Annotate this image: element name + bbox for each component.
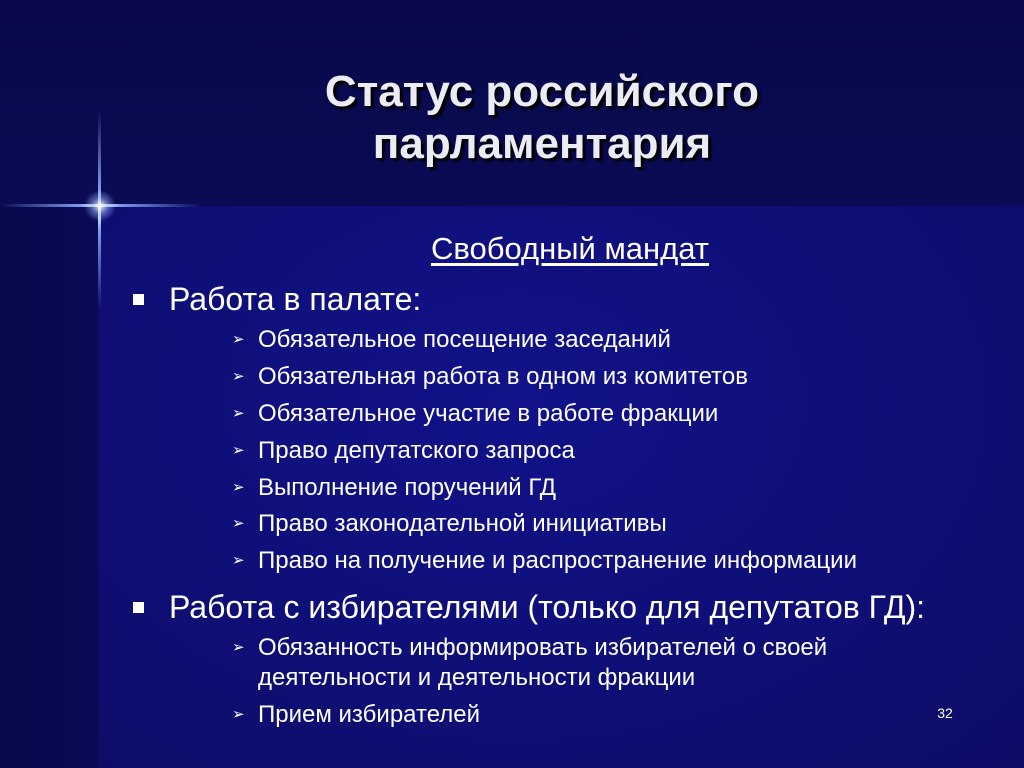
page-number: 32 <box>937 705 953 721</box>
arrow-bullet-icon: ➢ <box>232 442 245 459</box>
arrow-bullet-icon: ➢ <box>232 515 245 532</box>
list-item-text: Обязанность информировать избирателей о своей деятельности и деятельности фракции <box>258 634 828 691</box>
list-item-text: Выполнение поручений ГД <box>258 474 557 501</box>
list-item <box>232 509 667 539</box>
section-work-in-chamber <box>133 280 421 318</box>
slide-title <box>150 66 934 170</box>
title-line-2: парламентария <box>372 119 712 168</box>
list-item <box>232 362 748 392</box>
square-bullet-icon <box>133 294 144 305</box>
list-item <box>232 325 671 355</box>
section-work-with-voters <box>133 588 925 626</box>
list-item <box>232 633 872 693</box>
arrow-bullet-icon: ➢ <box>232 368 245 385</box>
arrow-bullet-icon: ➢ <box>232 479 245 496</box>
list-item-text: Право законодательной инициативы <box>258 510 667 537</box>
title-line-1: Статус российского <box>324 67 760 116</box>
list-item-text: Обязательное участие в работе фракции <box>258 400 719 427</box>
slide-subtitle: Свободный мандат <box>430 231 709 266</box>
list-item-text: Обязательное посещение заседаний <box>258 326 671 353</box>
star-flare-icon <box>84 190 116 222</box>
arrow-bullet-icon: ➢ <box>232 331 245 348</box>
square-bullet-icon <box>133 602 144 613</box>
list-item-text: Обязательная работа в одном из комитетов <box>258 363 748 390</box>
list-item <box>232 399 718 429</box>
section-label: Работа в палате: <box>169 281 422 317</box>
list-item <box>232 473 556 503</box>
list-item-text: Право на получение и распространение информации <box>258 547 857 574</box>
arrow-bullet-icon: ➢ <box>232 706 245 723</box>
arrow-bullet-icon: ➢ <box>232 552 245 569</box>
arrow-bullet-icon: ➢ <box>232 639 245 656</box>
list-item-text: Право депутатского запроса <box>258 437 575 464</box>
list-item <box>232 436 575 466</box>
list-item <box>232 546 857 576</box>
section-label: Работа с избирателями (только для депутатов ГД): <box>169 589 926 625</box>
left-band <box>0 206 99 768</box>
list-item <box>232 700 480 730</box>
list-item-text: Прием избирателей <box>258 701 481 728</box>
arrow-bullet-icon: ➢ <box>232 405 245 422</box>
